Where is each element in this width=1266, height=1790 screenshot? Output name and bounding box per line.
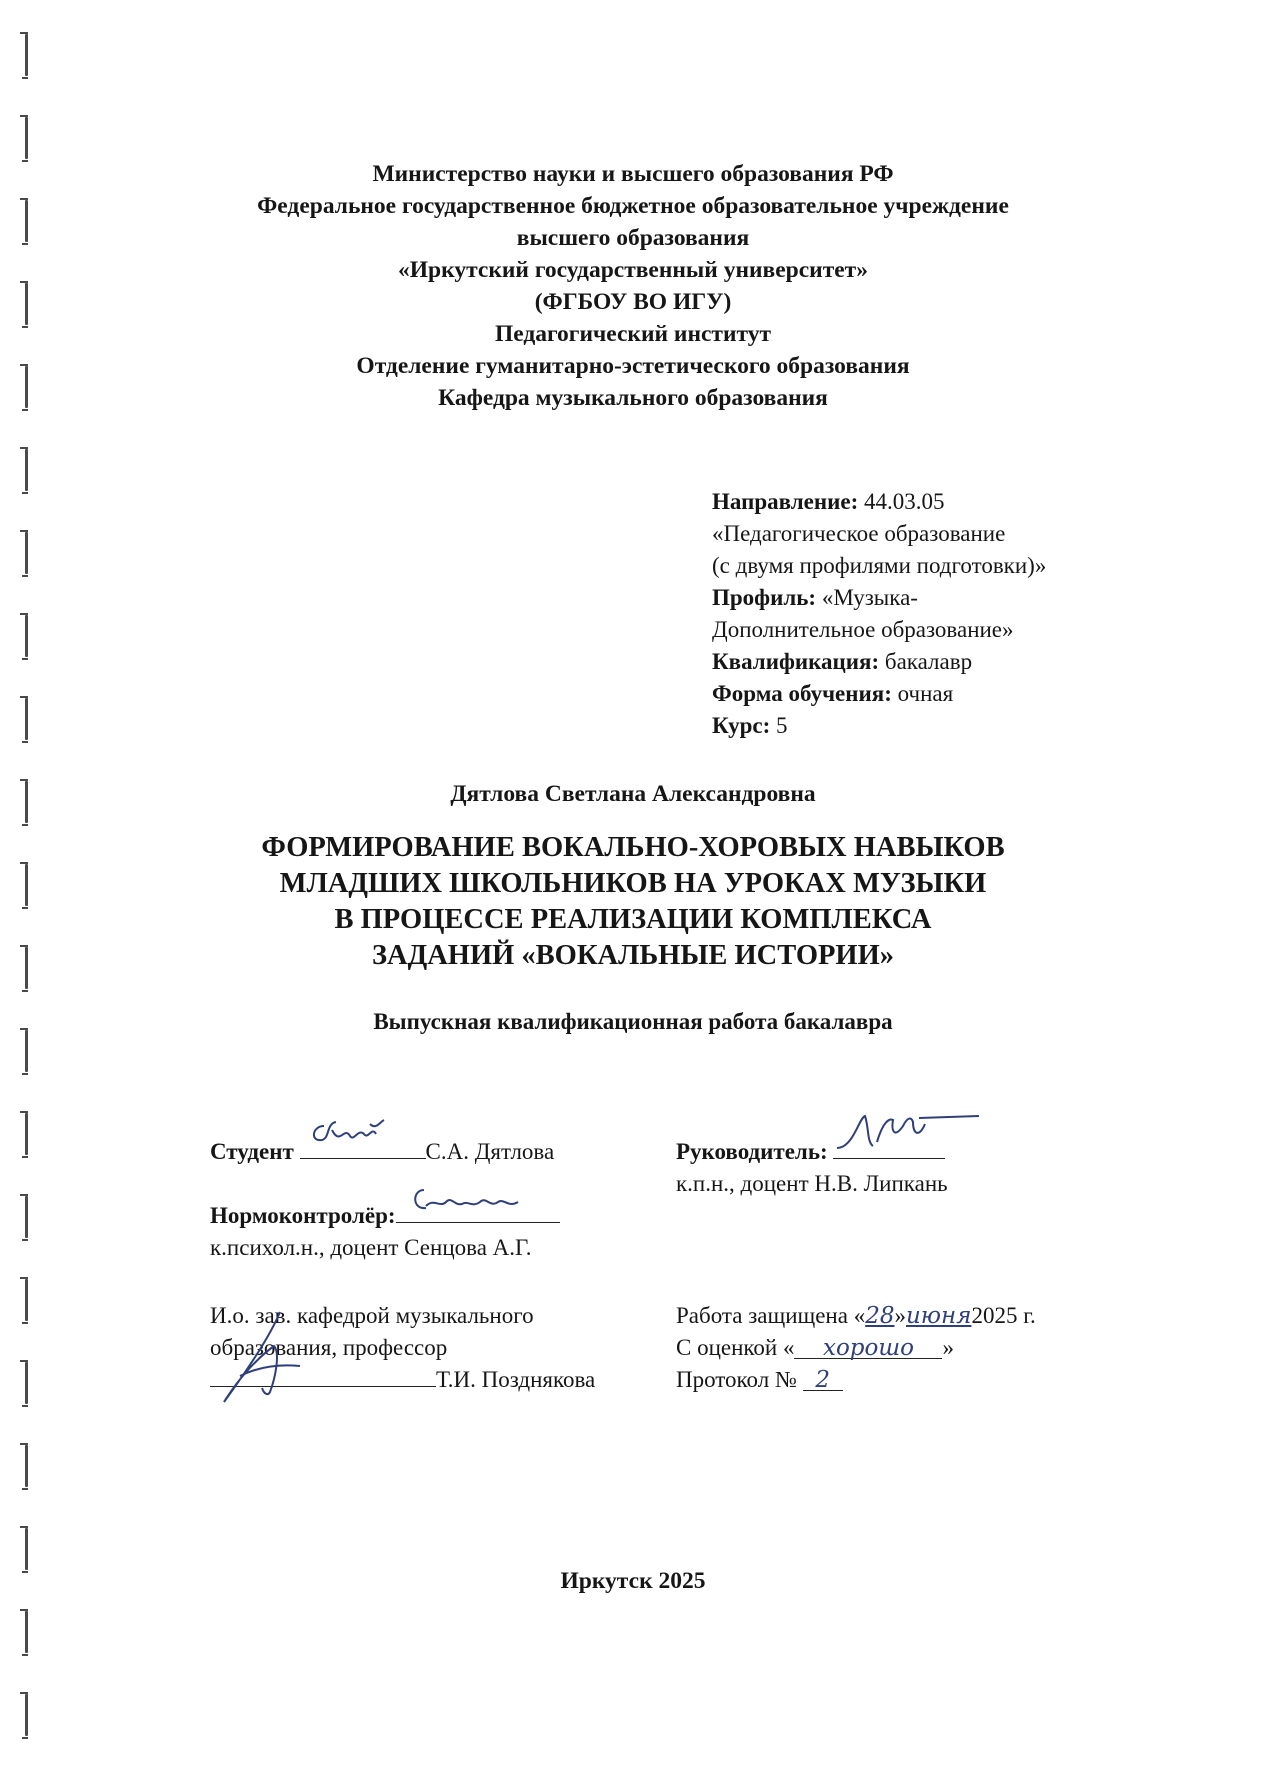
binding-hole <box>14 694 44 746</box>
city-year: Иркутск 2025 <box>560 1568 706 1594</box>
normcontroller-label: Нормоконтролёр: <box>210 1203 396 1228</box>
normcontroller-signature <box>410 1178 560 1218</box>
head-signature-row <box>210 1300 595 1396</box>
binding-hole <box>14 1690 44 1742</box>
normcontroller-signature-row <box>210 1200 560 1264</box>
title-line: ФОРМИРОВАНИЕ ВОКАЛЬНО-ХОРОВЫХ НАВЫКОВ <box>261 832 1005 863</box>
head-signature <box>210 1306 330 1416</box>
profile-row <box>712 582 1046 614</box>
direction-value: 44.03.05 <box>863 489 945 514</box>
defense-year: 2025 г. <box>971 1303 1036 1328</box>
title-line: МЛАДШИХ ШКОЛЬНИКОВ НА УРОКАХ МУЗЫКИ <box>279 868 987 899</box>
defense-prefix: Работа защищена « <box>676 1303 866 1328</box>
normcontroller-signature-line <box>396 1202 560 1223</box>
grade-prefix: С оценкой « <box>676 1335 795 1360</box>
study-form-value: очная <box>897 681 954 706</box>
binding-hole <box>14 1192 44 1244</box>
direction-line: «Педагогическое образование <box>712 521 1006 546</box>
supervisor-label: Руководитель: <box>676 1139 828 1164</box>
course-row <box>712 710 1046 742</box>
author-name: Дятлова Светлана Александровна <box>450 781 816 807</box>
program-info <box>712 486 1046 742</box>
work-type: Выпускная квалификационная работа бакалавра <box>373 1009 893 1034</box>
defense-quote: » <box>894 1303 906 1328</box>
head-signature-line <box>210 1366 436 1387</box>
student-signature-row <box>210 1136 554 1168</box>
protocol-row <box>676 1364 1036 1396</box>
binding-hole <box>14 1358 44 1410</box>
binding-hole <box>14 1607 44 1659</box>
defense-month: июня <box>905 1303 972 1329</box>
supervisor-name: к.п.н., доцент Н.В. Липкань <box>676 1171 948 1196</box>
grade-value: хорошо <box>822 1335 914 1361</box>
course-value: 5 <box>776 713 788 738</box>
head-title-line: образования, профессор <box>210 1335 448 1360</box>
direction-label: Направление: <box>712 489 859 514</box>
normcontroller-name: к.психол.н., доцент Сенцова А.Г. <box>210 1235 532 1260</box>
head-title-line: И.о. зав. кафедрой музыкального <box>210 1303 534 1328</box>
supervisor-signature <box>833 1108 983 1158</box>
binding-hole <box>14 445 44 497</box>
protocol-value: 2 <box>815 1367 830 1393</box>
header-line: «Иркутский государственный университет» <box>398 257 868 283</box>
grade-field <box>794 1332 942 1359</box>
header-line: Кафедра музыкального образования <box>438 385 828 411</box>
profile-line: Дополнительное образование» <box>712 617 1014 642</box>
binding-hole <box>14 528 44 580</box>
qualification-row <box>712 646 1046 678</box>
qualification-label: Квалификация: <box>712 649 880 674</box>
binding-hole <box>14 1275 44 1327</box>
title-line: ЗАДАНИЙ «ВОКАЛЬНЫЕ ИСТОРИИ» <box>371 940 895 971</box>
direction-row <box>712 486 1046 518</box>
course-label: Курс: <box>712 713 771 738</box>
profile-label: Профиль: <box>712 585 817 610</box>
title-line: В ПРОЦЕССЕ РЕАЛИЗАЦИИ КОМПЛЕКСА <box>334 904 932 935</box>
thesis-title <box>0 830 1266 974</box>
grade-suffix: » <box>942 1335 954 1360</box>
direction-line: (с двумя профилями подготовки)» <box>712 553 1047 578</box>
binding-hole <box>14 611 44 663</box>
supervisor-signature-row <box>676 1136 948 1200</box>
profile-value: «Музыка- <box>821 585 918 610</box>
student-signature-line <box>300 1138 426 1159</box>
qualification-value: бакалавр <box>884 649 973 674</box>
defense-date-row <box>676 1300 1036 1332</box>
binding-hole <box>14 1109 44 1161</box>
header-line: Министерство науки и высшего образования РФ <box>372 161 894 187</box>
supervisor-signature-line <box>833 1138 945 1159</box>
header-line: Педагогический институт <box>494 321 772 347</box>
header-line: Отделение гуманитарно-эстетического образования <box>356 353 910 379</box>
study-form-label: Форма обучения: <box>712 681 892 706</box>
defense-day: 28 <box>865 1303 895 1329</box>
student-label: Студент <box>210 1139 294 1164</box>
head-name: Т.И. Позднякова <box>436 1367 596 1392</box>
binding-hole <box>14 30 44 82</box>
header-line: Федеральное государственное бюджетное образовательное учреждение <box>257 193 1009 219</box>
grade-row <box>676 1332 1036 1364</box>
header-line: (ФГБОУ ВО ИГУ) <box>534 289 732 315</box>
student-signature <box>310 1116 410 1156</box>
protocol-prefix: Протокол № <box>676 1367 797 1392</box>
header-line: высшего образования <box>516 225 750 251</box>
study-form-row <box>712 678 1046 710</box>
binding-hole <box>14 1441 44 1493</box>
defense-info <box>676 1300 1036 1396</box>
institution-header <box>0 158 1266 414</box>
student-name: С.А. Дятлова <box>425 1139 555 1164</box>
head-sign-row <box>210 1364 595 1396</box>
protocol-field <box>803 1364 843 1391</box>
